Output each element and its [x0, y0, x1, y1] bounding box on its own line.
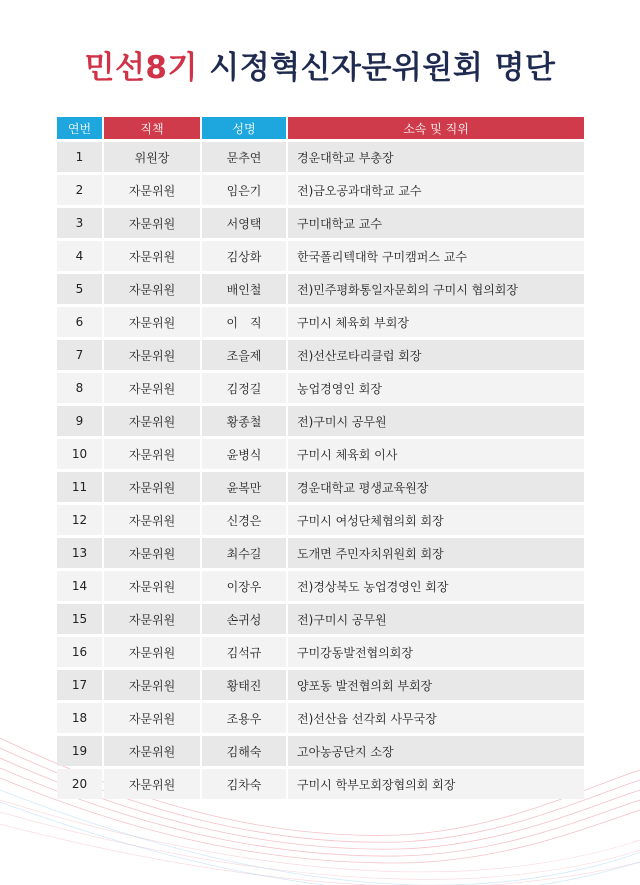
cell-position: 자문위원: [104, 241, 200, 271]
cell-number: 15: [57, 604, 102, 634]
cell-affiliation: 전)금오공과대학교 교수: [288, 175, 584, 205]
cell-name: 문추연: [202, 142, 286, 172]
table-row: [57, 274, 584, 304]
cell-affiliation: 전)구미시 공무원: [288, 604, 584, 634]
cell-affiliation: 고아농공단지 소장: [288, 736, 584, 766]
table-row: [57, 604, 584, 634]
cell-name: 윤복만: [202, 472, 286, 502]
cell-affiliation: 전)경상북도 농업경영인 회장: [288, 571, 584, 601]
header-affiliation: 소속 및 직위: [288, 117, 584, 139]
cell-affiliation: 양포동 발전협의회 부회장: [288, 670, 584, 700]
member-list-table: [55, 114, 586, 802]
cell-number: 13: [57, 538, 102, 568]
cell-name: 이장우: [202, 571, 286, 601]
table-row: [57, 307, 584, 337]
cell-name: 김정길: [202, 373, 286, 403]
table-row: [57, 538, 584, 568]
cell-number: 7: [57, 340, 102, 370]
table-row: [57, 472, 584, 502]
cell-number: 18: [57, 703, 102, 733]
cell-number: 19: [57, 736, 102, 766]
cell-position: 자문위원: [104, 472, 200, 502]
cell-position: 자문위원: [104, 373, 200, 403]
cell-number: 1: [57, 142, 102, 172]
cell-position: 자문위원: [104, 274, 200, 304]
cell-position: 자문위원: [104, 505, 200, 535]
cell-name: 김상화: [202, 241, 286, 271]
cell-affiliation: 구미대학교 교수: [288, 208, 584, 238]
cell-number: 8: [57, 373, 102, 403]
header-name: 성명: [202, 117, 286, 139]
cell-number: 12: [57, 505, 102, 535]
cell-position: 자문위원: [104, 769, 200, 799]
page-title: [0, 42, 640, 87]
cell-name: 임은기: [202, 175, 286, 205]
title-accent: 민선8기: [84, 50, 198, 86]
cell-name: 신경은: [202, 505, 286, 535]
cell-position: 자문위원: [104, 439, 200, 469]
cell-name: 조용우: [202, 703, 286, 733]
table-row: [57, 175, 584, 205]
cell-number: 9: [57, 406, 102, 436]
cell-name: 황태진: [202, 670, 286, 700]
table-row: [57, 373, 584, 403]
cell-position: 자문위원: [104, 340, 200, 370]
cell-position: 자문위원: [104, 670, 200, 700]
cell-number: 20: [57, 769, 102, 799]
cell-name: 김차숙: [202, 769, 286, 799]
cell-name: 서영택: [202, 208, 286, 238]
cell-affiliation: 경운대학교 평생교육원장: [288, 472, 584, 502]
table-row: [57, 241, 584, 271]
table-row: [57, 208, 584, 238]
cell-name: 조을제: [202, 340, 286, 370]
cell-position: 자문위원: [104, 571, 200, 601]
cell-affiliation: 전)민주평화통일자문회의 구미시 협의회장: [288, 274, 584, 304]
table-header-row: [57, 117, 584, 139]
title-main: 시정혁신자문위원회 명단: [209, 50, 556, 86]
cell-position: 자문위원: [104, 175, 200, 205]
header-position: 직책: [104, 117, 200, 139]
cell-affiliation: 구미시 학부모회장협의회 회장: [288, 769, 584, 799]
table-row: [57, 769, 584, 799]
cell-affiliation: 도개면 주민자치위원회 회장: [288, 538, 584, 568]
table-row: [57, 736, 584, 766]
cell-number: 5: [57, 274, 102, 304]
table-row: [57, 505, 584, 535]
table-row: [57, 340, 584, 370]
table-row: [57, 703, 584, 733]
table-row: [57, 571, 584, 601]
cell-number: 6: [57, 307, 102, 337]
cell-number: 16: [57, 637, 102, 667]
cell-number: 2: [57, 175, 102, 205]
header-number: 연번: [57, 117, 102, 139]
cell-name: 손귀성: [202, 604, 286, 634]
table-row: [57, 142, 584, 172]
cell-affiliation: 경운대학교 부총장: [288, 142, 584, 172]
cell-position: 자문위원: [104, 307, 200, 337]
cell-number: 11: [57, 472, 102, 502]
cell-position: 자문위원: [104, 406, 200, 436]
cell-position: 자문위원: [104, 637, 200, 667]
cell-name: 배인철: [202, 274, 286, 304]
table-row: [57, 406, 584, 436]
cell-position: 위원장: [104, 142, 200, 172]
table-row: [57, 670, 584, 700]
cell-affiliation: 전)선산읍 선각회 사무국장: [288, 703, 584, 733]
cell-affiliation: 구미시 여성단체협의회 회장: [288, 505, 584, 535]
table-row: [57, 439, 584, 469]
cell-affiliation: 농업경영인 회장: [288, 373, 584, 403]
cell-position: 자문위원: [104, 736, 200, 766]
cell-name: 김해숙: [202, 736, 286, 766]
cell-affiliation: 한국폴리텍대학 구미캠퍼스 교수: [288, 241, 584, 271]
cell-name: 윤병식: [202, 439, 286, 469]
cell-affiliation: 구미강동발전협의회장: [288, 637, 584, 667]
cell-affiliation: 구미시 체육회 이사: [288, 439, 584, 469]
cell-affiliation: 전)선산로타리클럽 회장: [288, 340, 584, 370]
cell-name: 황종철: [202, 406, 286, 436]
cell-number: 10: [57, 439, 102, 469]
table-row: [57, 637, 584, 667]
cell-name: 최수길: [202, 538, 286, 568]
cell-position: 자문위원: [104, 208, 200, 238]
cell-number: 17: [57, 670, 102, 700]
cell-affiliation: 구미시 체육회 부회장: [288, 307, 584, 337]
cell-position: 자문위원: [104, 703, 200, 733]
cell-number: 14: [57, 571, 102, 601]
cell-name: 이 직: [202, 307, 286, 337]
cell-position: 자문위원: [104, 538, 200, 568]
cell-number: 3: [57, 208, 102, 238]
cell-number: 4: [57, 241, 102, 271]
cell-affiliation: 전)구미시 공무원: [288, 406, 584, 436]
cell-position: 자문위원: [104, 604, 200, 634]
cell-name: 김석규: [202, 637, 286, 667]
